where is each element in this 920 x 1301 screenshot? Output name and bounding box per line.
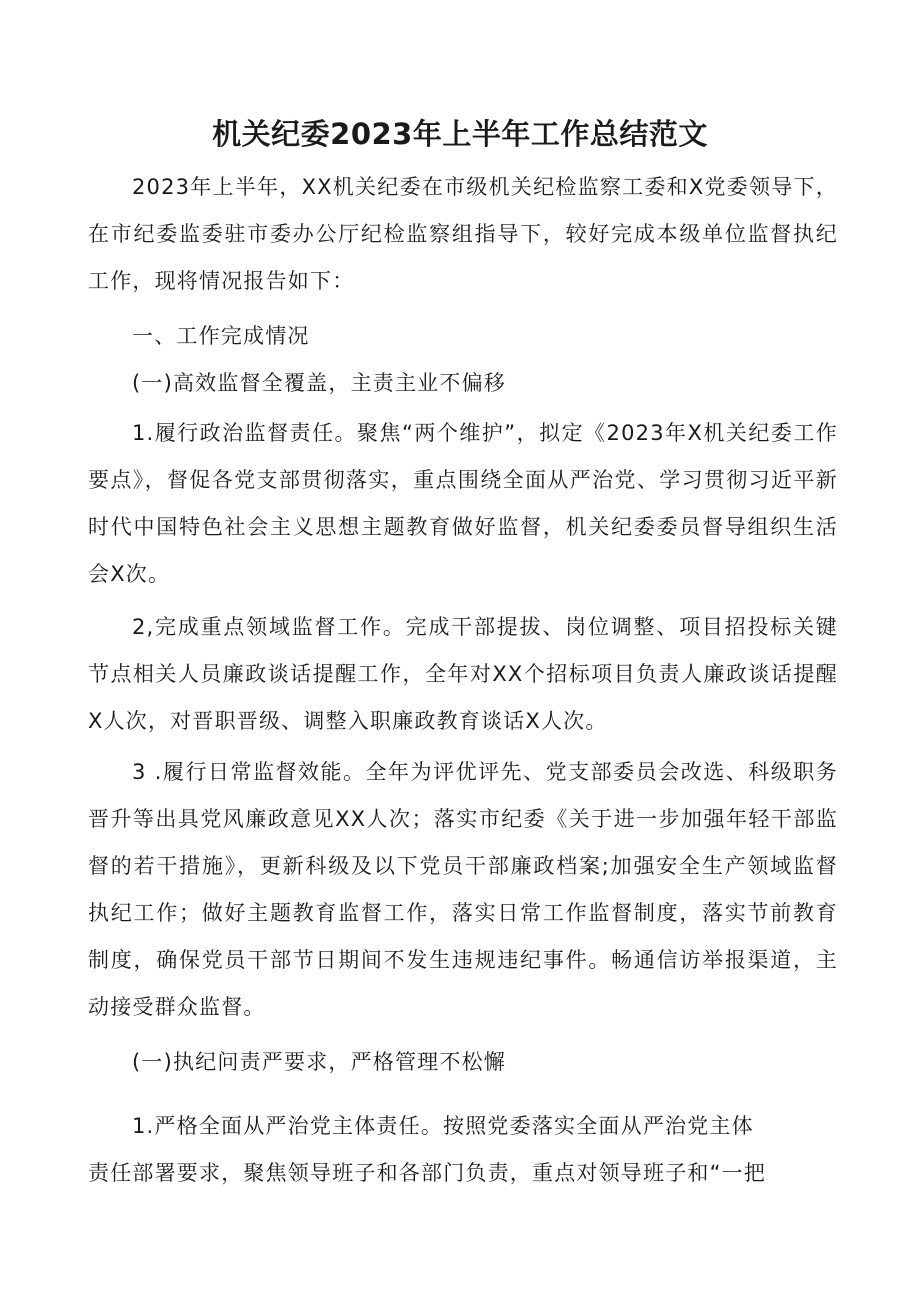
paragraph-item-2: 2,完成重点领域监督工作。完成干部提拔、岗位调整、项目招投标关键节点相关人员廉政谈话提醒工作，全年对XX个招标项目负责人廉政谈话提醒X人次，对晋职晋级、调整入职廉政教育谈话X人次。 xyxy=(88,615,838,733)
paragraph-item-4-line-1: 1.严格全面从严治党主体责任。按照党委落实全面从严治党主体 xyxy=(132,1114,754,1138)
subsection-heading-1: (一)高效监督全覆盖，主责主业不偏移 xyxy=(132,371,506,395)
paragraph-item-3: 3 .履行日常监督效能。全年为评优评先、党支部委员会改选、科级职务晋升等出具党风廉政意见XX人次；落实市纪委《关于进一步加强年轻干部监督的若干措施》，更新科级及以下党员干部廉政档案;加强安全生产领域监督执纪工作；做好主题教育监督工作，落实日常工作监督制度，落实节前教育制度，确保党员干部节日期间不发生违规违纪事件。畅通信访举报渠道，主动接受群众监督。 xyxy=(88,760,838,1019)
paragraph-item-4-line-2: 责任部署要求，聚焦领导班子和各部门负责，重点对领导班子和“一把 xyxy=(88,1161,767,1185)
paragraph-item-1: 1.履行政治监督责任。聚焦“两个维护”，拟定《2023年X机关纪委工作要点》，督促各党支部贯彻落实，重点围绕全面从严治党、学习贯彻习近平新时代中国特色社会主义思想主题教育做好监督，机关纪委委员督导组织生活会X次。 xyxy=(88,421,838,586)
intro-paragraph: 2023年上半年，XX机关纪委在市级机关纪检监察工委和X党委领导下，在市纪委监委驻市委办公厅纪检监察组指导下，较好完成本级单位监督执纪工作，现将情况报告如下： xyxy=(88,175,838,293)
document-title: 机关纪委2023年上半年工作总结范文 xyxy=(212,117,708,151)
section-heading-1: 一、工作完成情况 xyxy=(132,324,310,348)
subsection-heading-2: (一)执纪问责严要求，严格管理不松懈 xyxy=(132,1050,506,1074)
